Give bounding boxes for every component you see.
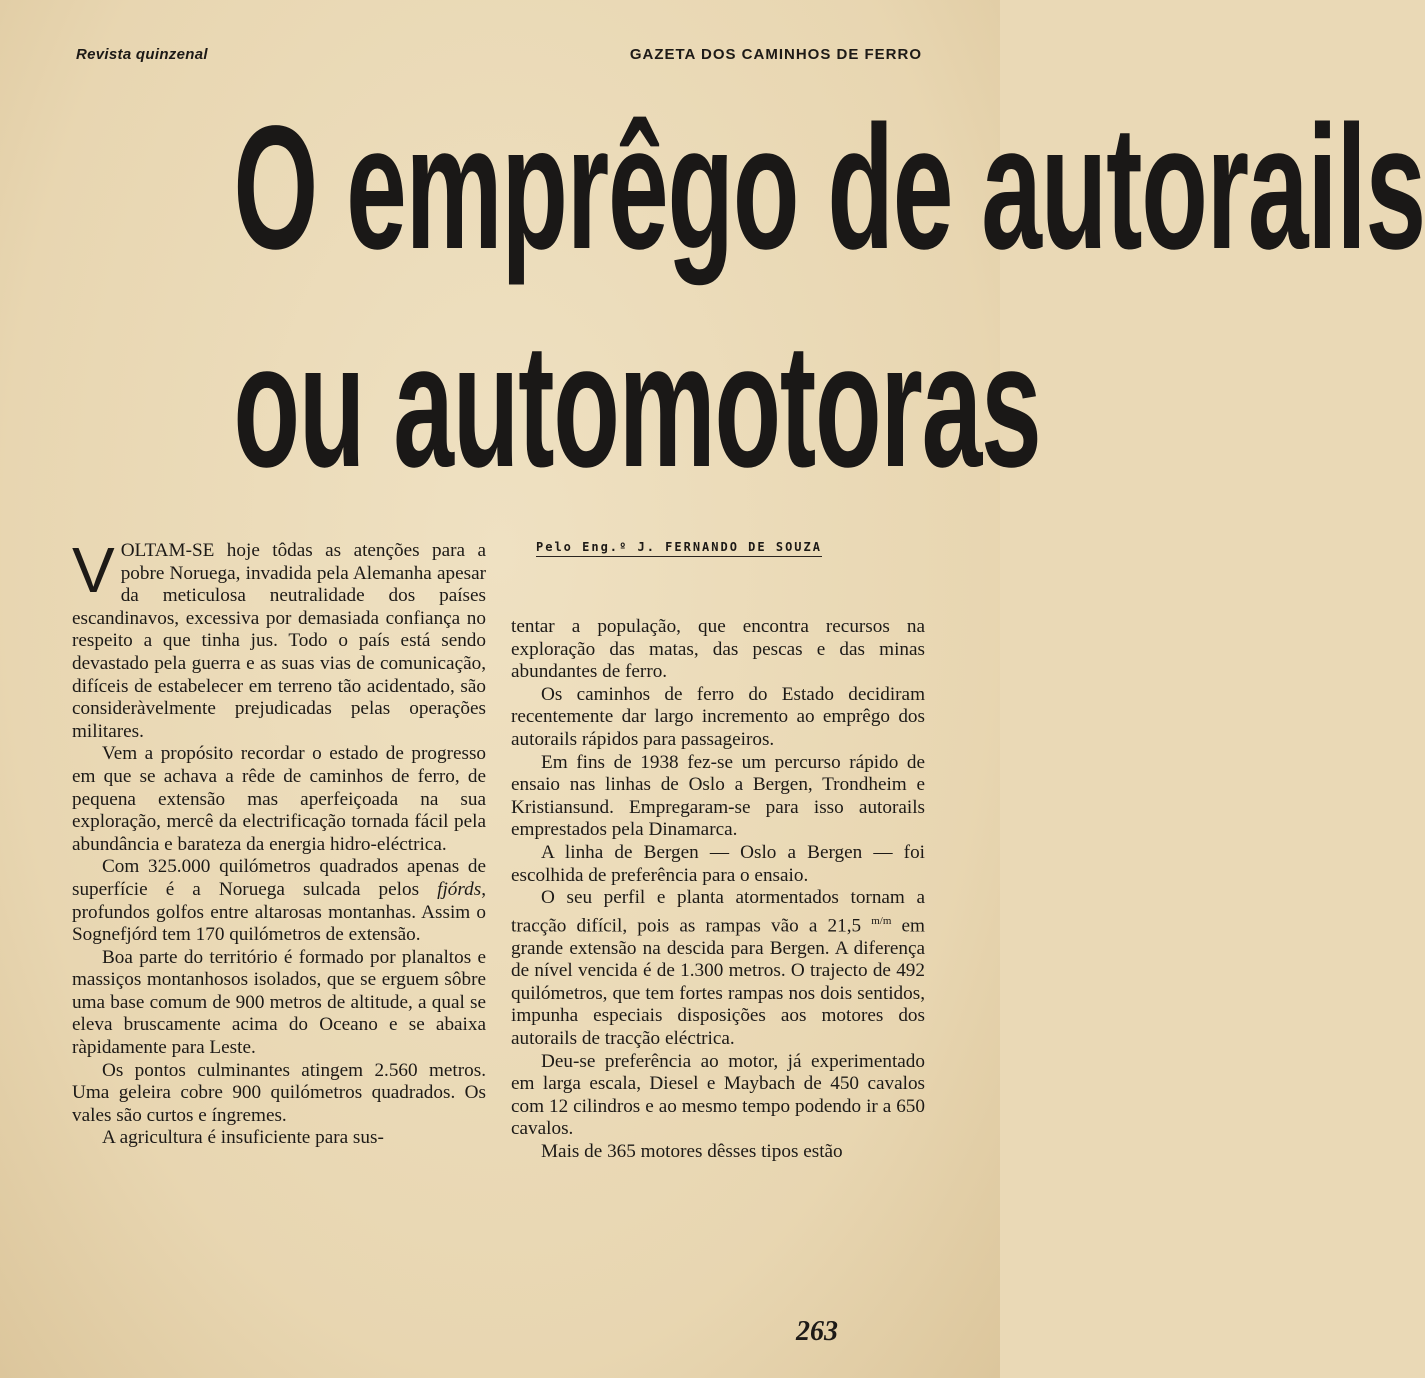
paragraph: Vem a propósito recordar o estado de progresso em que se achava a rêde de caminhos de ferro, de pequena extensão mas aperfeiçoada na sua exploração, mercê da electrificação tornada fácil pela abundância e barateza da energia hidro-eléctrica. <box>72 743 486 855</box>
paragraph: A linha de Bergen — Oslo a Bergen — foi escolhida de preferência para o ensaio. <box>511 841 925 886</box>
article-title-line-1: O emprêgo de autorails <box>233 90 1425 286</box>
paragraph: Os pontos culminantes atingem 2.560 metros. Uma geleira cobre 900 quilómetros quadrados. Os vales são curtos e íngremes. <box>72 1059 486 1126</box>
paragraph: Boa parte do território é formado por planaltos e massiços montanhosos isolados, que se erguem sôbre uma base comum de 900 metros de altitude, a qual se eleva bruscamente acima do Oceano e se abaixa ràpidamente para Leste. <box>72 946 486 1059</box>
paragraph: tentar a população, que encontra recursos na exploração das matas, das pescas e das minas abundantes de ferro. <box>511 616 925 683</box>
paragraph: VOLTAM-SE hoje tôdas as atenções para a pobre Noruega, invadida pela Alemanha apesar da meticulosa neutralidade dos países escandinavos, excessiva por demasiada confiança no respeito a que tinha jus. Todo o país está sendo devastado pela guerra e as suas vias de comunicação, difíceis de estabelecer em terreno tão acidentado, são consideràvelmente prejudicadas pelas operações militares. <box>72 534 486 742</box>
paragraph: Deu-se preferência ao motor, já experimentado em larga escala, Diesel e Maybach de 450 cavalos com 12 cilindros e ao mesmo tempo podendo ir a 650 cavalos. <box>511 1050 925 1140</box>
paragraph: Com 325.000 quilómetros quadrados apenas de superfície é a Noruega sulcada pelos fjórds, profundos golfos entre altarosas montanhas. Assim o Sognefjórd tem 170 quilómetros de extensão. <box>72 856 486 946</box>
header-publication-name: GAZETA DOS CAMINHOS DE FERRO <box>629 46 922 63</box>
page-number: 263 <box>796 1316 838 1347</box>
paragraph: A agricultura é insuficiente para sus- <box>102 1127 384 1149</box>
right-text-column <box>511 616 925 1164</box>
article-title-line-2: ou automotoras <box>233 308 1041 504</box>
paragraph: Em fins de 1938 fez-se um percurso rápido de ensaio nas linhas de Oslo a Bergen, Trondheim e Kristiansund. Empregaram-se para isso autorails emprestados pela Dinamarca. <box>511 751 925 841</box>
drop-cap: V <box>72 534 115 606</box>
paragraph: Os caminhos de ferro do Estado decidiram recentemente dar largo incremento ao emprêgo dos autorails rápidos para passageiros. <box>511 683 925 750</box>
author-byline: Pelo Eng.º J. FERNANDO DE SOUZA <box>536 540 822 557</box>
paragraph: Mais de 365 motores dêsses tipos estão <box>541 1141 843 1163</box>
header-publication-type: Revista quinzenal <box>76 46 208 63</box>
paragraph: O seu perfil e planta atormentados tornam a tracção difícil, pois as rampas vão a 21,5 $^{m/m}$ em grande extensão na descida para Bergen. A diferença de nível vencida é de 1.300 metros. O trajecto de 492 quilómetros, que tem fortes rampas nos dois sentidos, impunha especiais disposições aos motores dos autorails de tracção eléctrica. <box>511 887 925 1050</box>
left-text-column <box>72 534 486 1150</box>
